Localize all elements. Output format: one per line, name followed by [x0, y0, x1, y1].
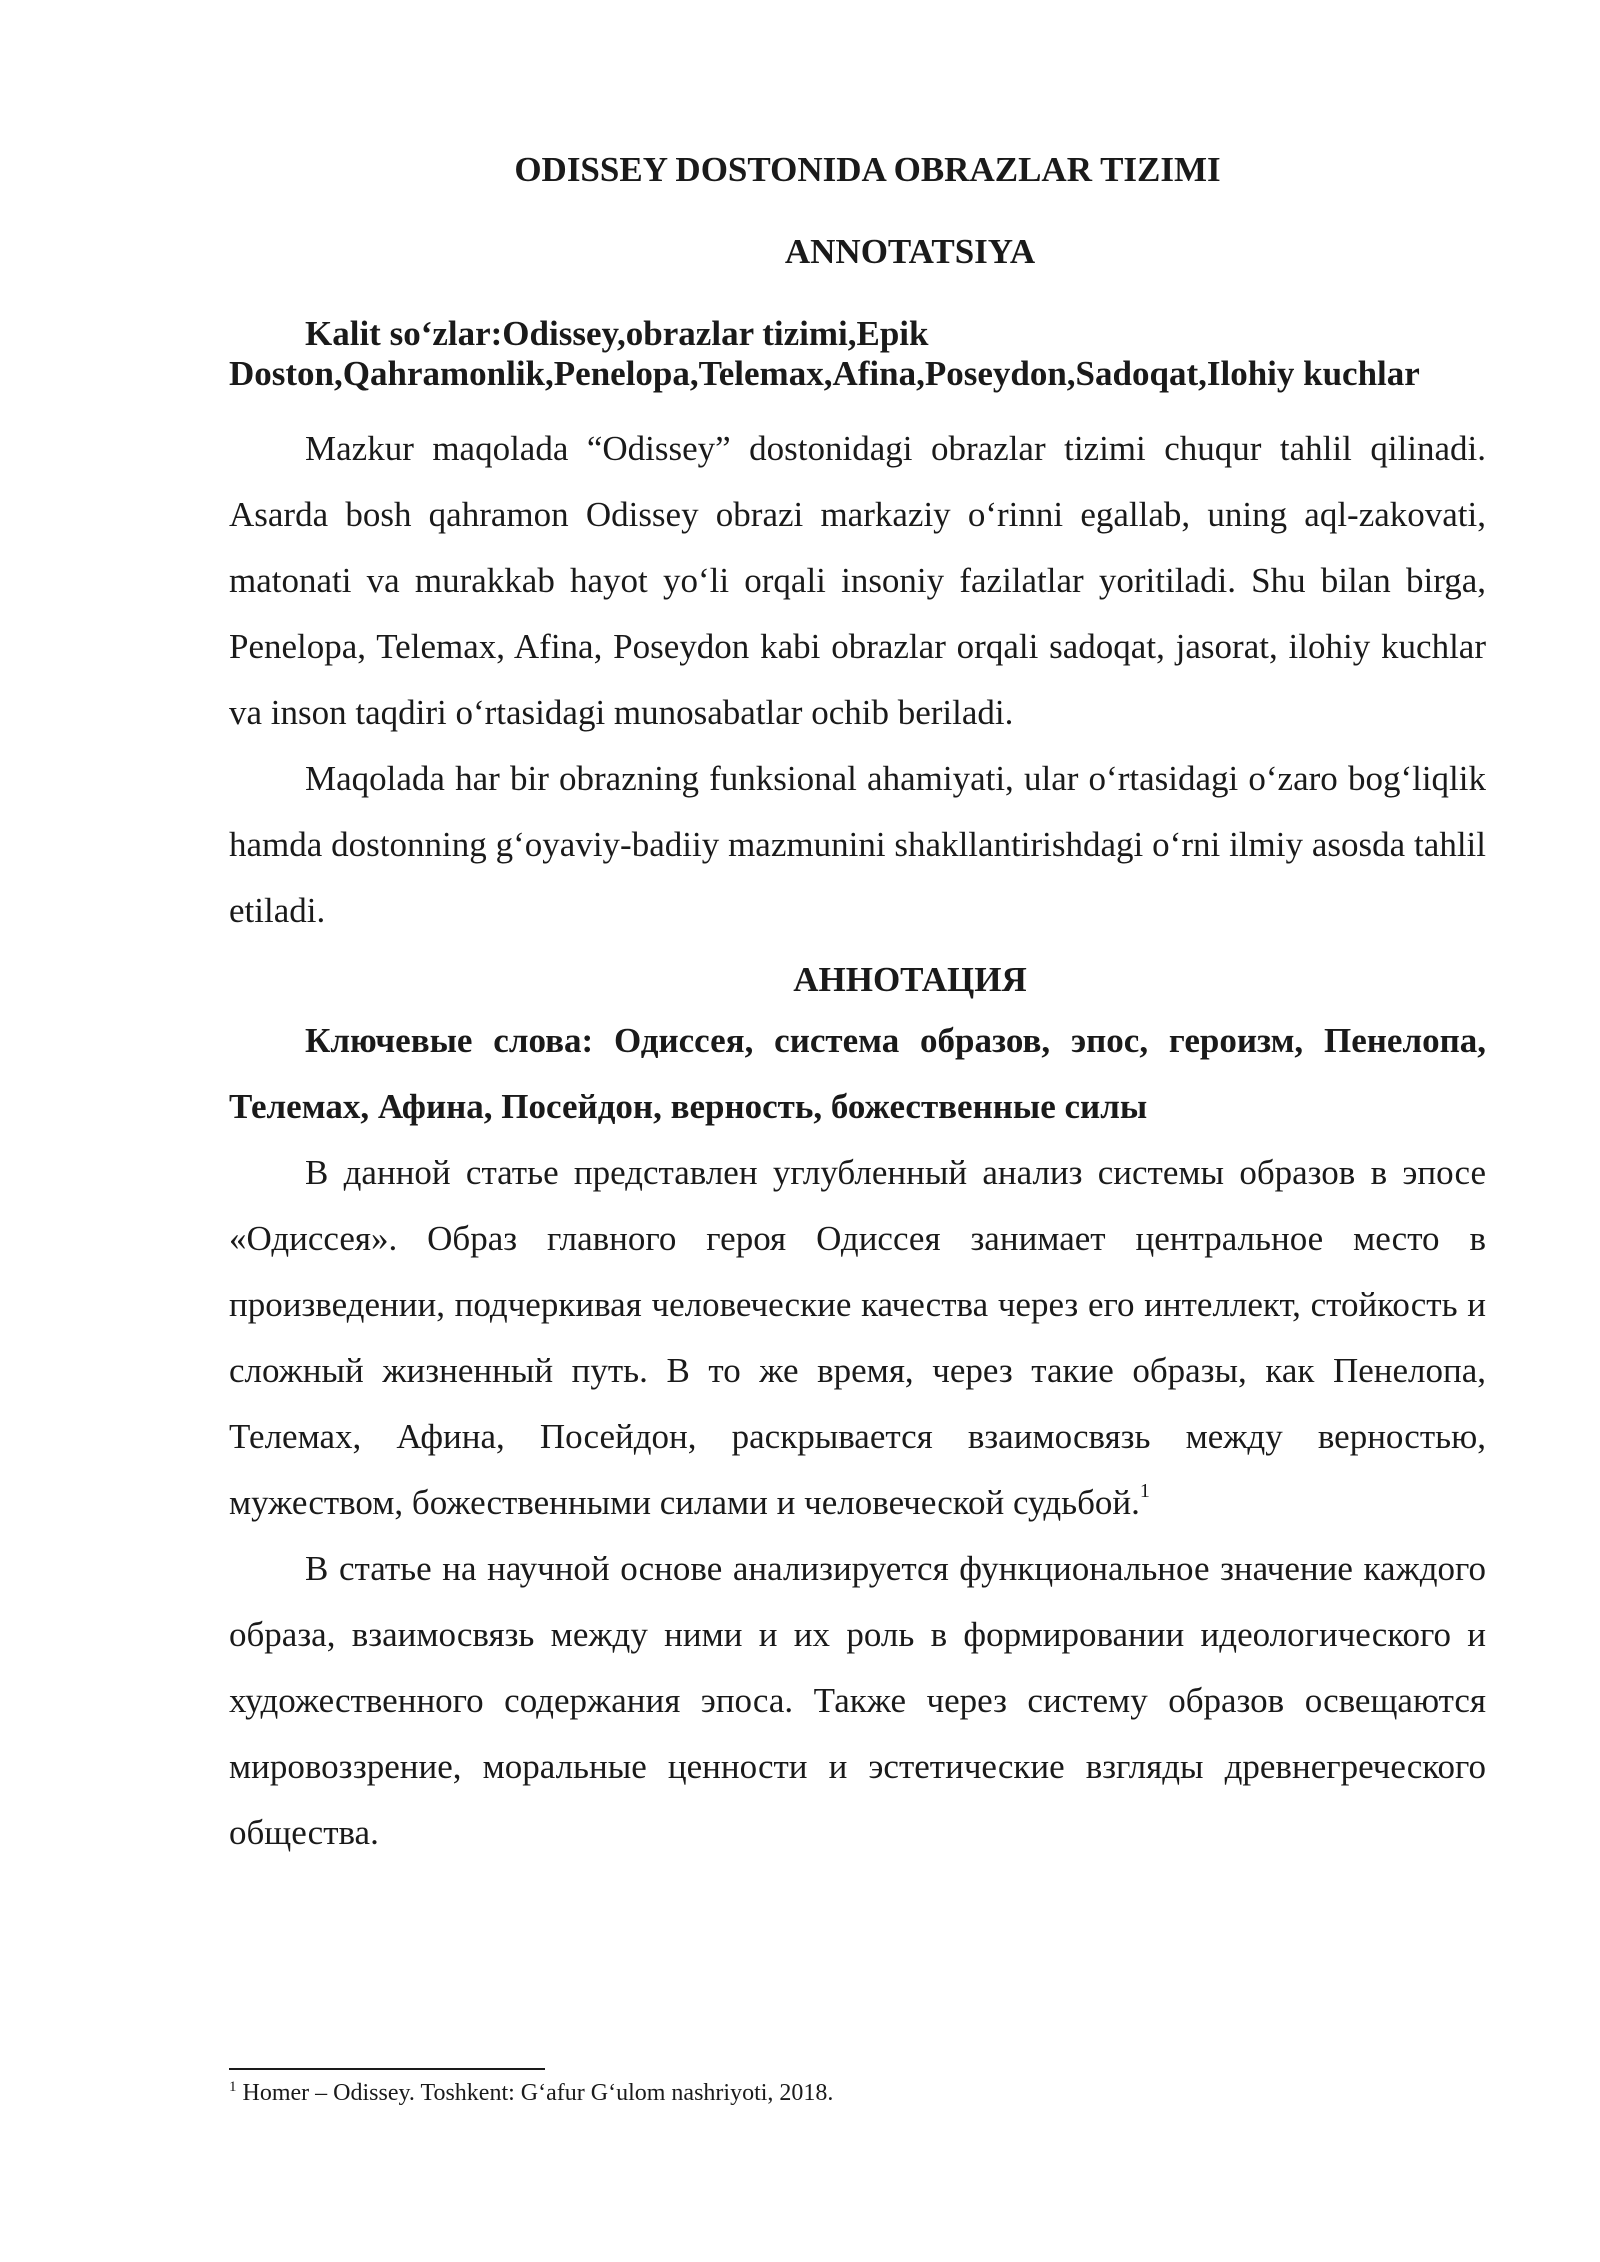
footnote-number: 1 — [229, 2079, 237, 2095]
footnote-separator — [229, 2068, 545, 2070]
keywords-ru: Ключевые слова: Одиссея, система образов, эпос, героизм, Пенелопа, Телемах, Афина, Посейдон, верность, божественные силы — [229, 1021, 1486, 1126]
footnote-text: Homer – Odissey. Toshkent: G‘afur G‘ulom nashriyoti, 2018. — [242, 2080, 834, 2106]
abstract-ru-paragraph-1-text: В данной статье представлен углубленный анализ системы образов в эпосе «Одиссея». Образ главного героя Одиссея занимает центральное место в произведении, подчеркивая человеческие качества через его интеллект, стойкость и сложный жизненный путь. В то же время, через такие образы, как Пенелопа, Телемах, Афина, Посейдон, раскрывается взаимосвязь между верностью, мужеством, божественными силами и человеческой судьбой. — [229, 1153, 1486, 1522]
keywords-uz: Kalit so‘zlar:Odissey,obrazlar tizimi,Epik Doston,Qahramonlik,Penelopa,Telemax,Afina,Poseydon,Sadoqat,Ilohiy kuchlar — [229, 314, 1420, 393]
footnote-reference[interactable]: 1 — [1139, 1480, 1150, 1503]
annotation-heading-ru: АННОТАЦИЯ — [793, 960, 1027, 999]
abstract-ru-paragraph-1 — [229, 1140, 1486, 1536]
document-page — [229, 150, 1486, 1866]
abstract-uz-paragraph-1: Mazkur maqolada “Odissey” dostonidagi obrazlar tizimi chuqur tahlil qilinadi. Asarda bosh qahramon Odissey obrazi markaziy o‘rinni egallab, uning aql-zakovati, matonati va murakkab hayot yo‘li orqali insoniy fazilatlar yoritiladi. Shu bilan birga, Penelopa, Telemax, Afina, Poseydon kabi obrazlar orqali sadoqat, jasorat, ilohiy kuchlar va inson taqdiri o‘rtasidagi munosabatlar ochib beriladi. — [229, 429, 1486, 732]
document-title: ODISSEY DOSTONIDA OBRAZLAR TIZIMI — [514, 150, 1221, 189]
abstract-ru-paragraph-2: В статье на научной основе анализируется функциональное значение каждого образа, взаимосвязь между ними и их роль в формировании идеологического и художественного содержания эпоса. Также через систему образов освещаются мировоззрение, моральные ценности и эстетические взгляды древнегреческого общества. — [229, 1549, 1486, 1852]
footnote — [229, 2078, 833, 2108]
annotation-heading-uz: ANNOTATSIYA — [784, 232, 1036, 271]
abstract-uz-paragraph-2: Maqolada har bir obrazning funksional ahamiyati, ular o‘rtasidagi o‘zaro bog‘liqlik hamda dostonning g‘oyaviy-badiiy mazmunini shakllantirishdagi o‘rni ilmiy asosda tahlil etiladi. — [229, 759, 1486, 930]
